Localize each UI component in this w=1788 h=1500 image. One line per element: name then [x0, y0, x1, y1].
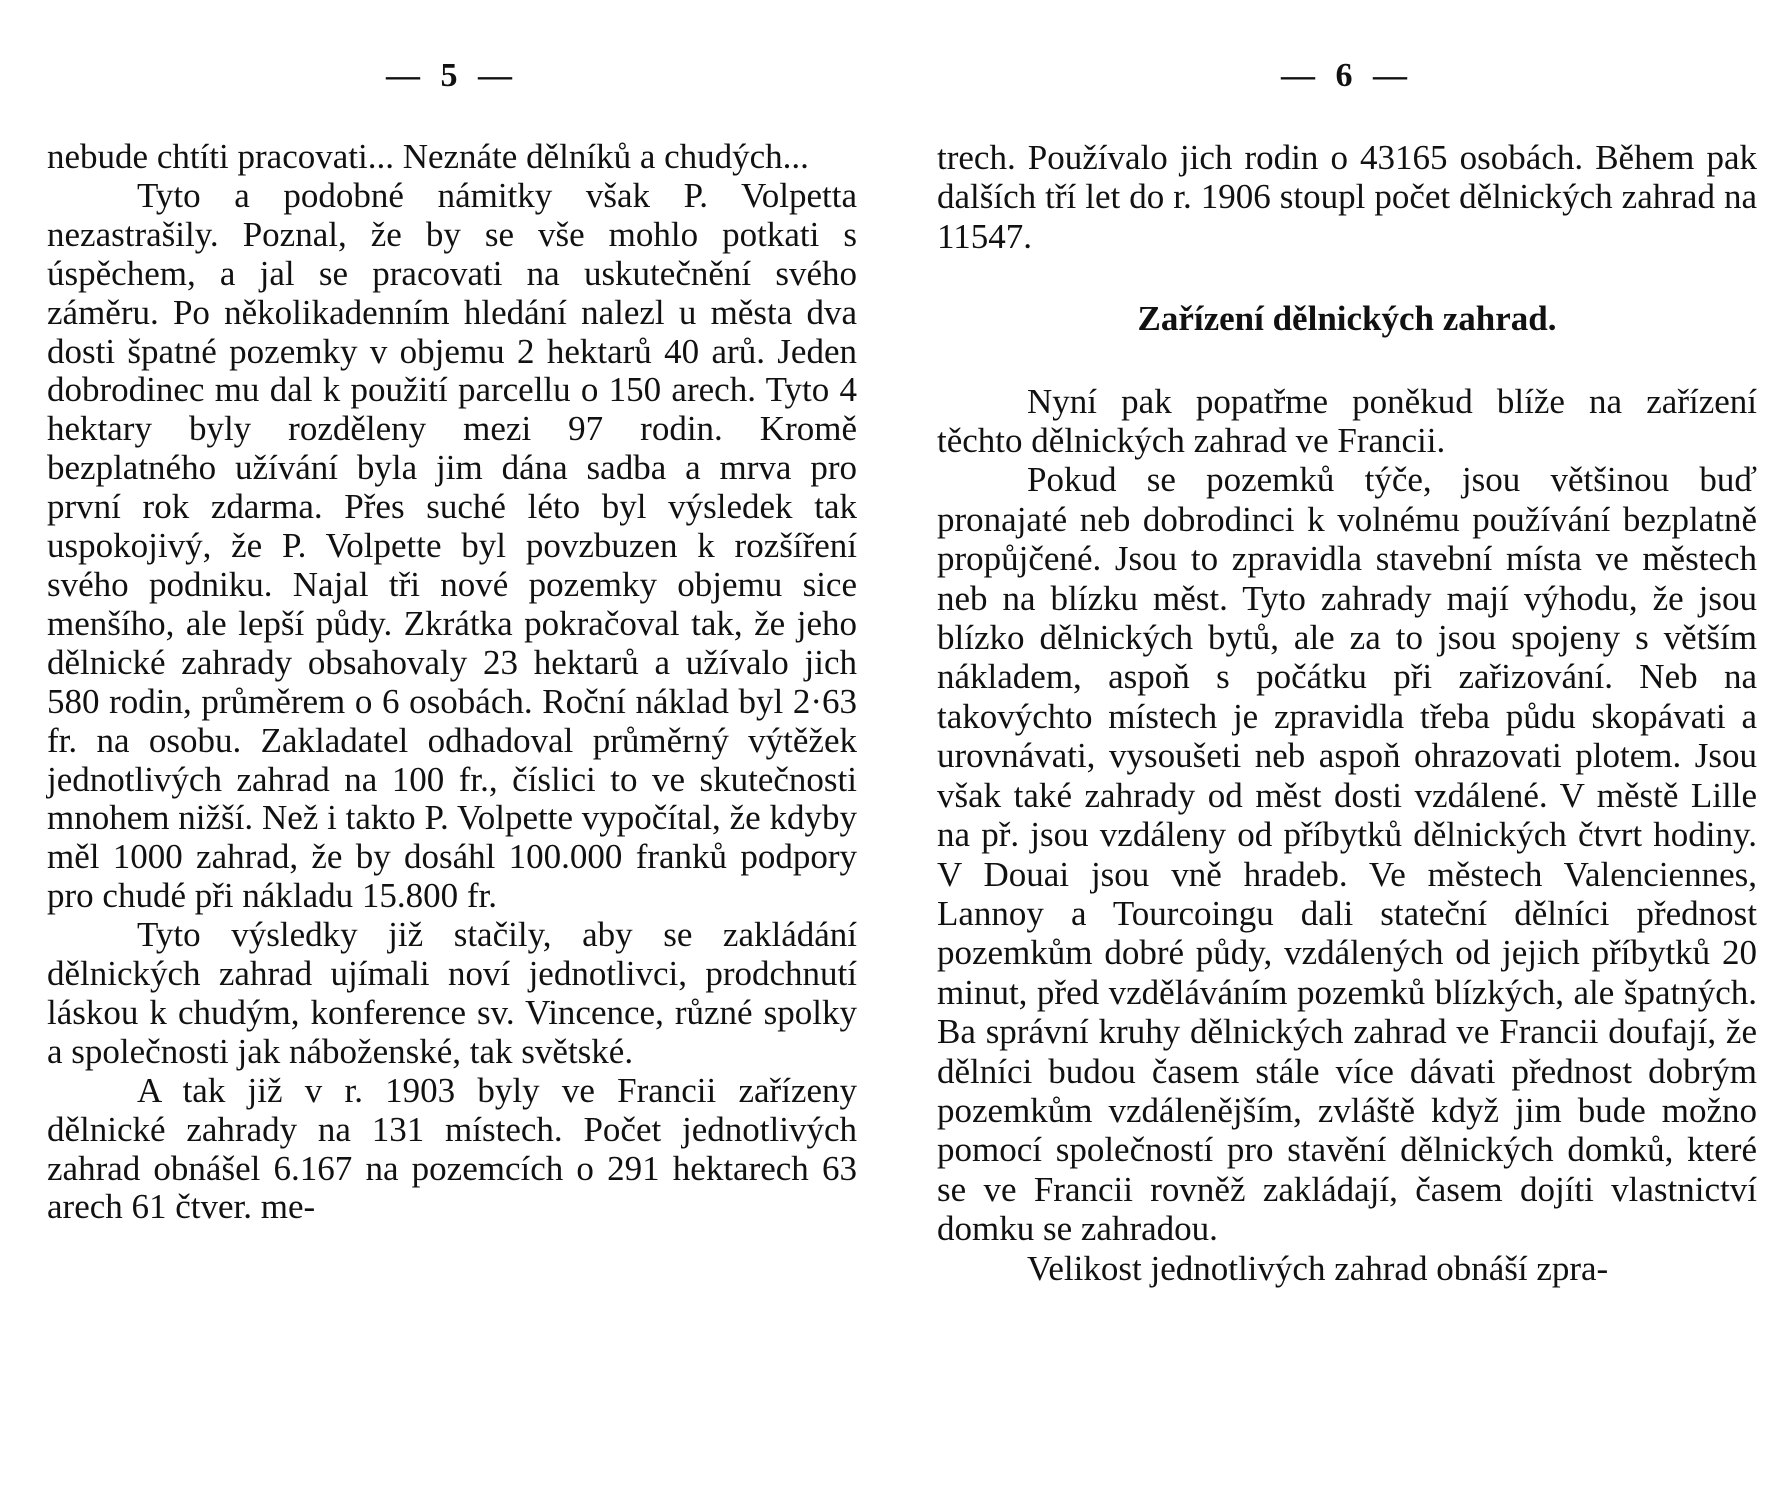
page-number: — 6 —: [1281, 57, 1413, 94]
paragraph: Tyto výsledky již stačily, aby se zakládání dělnických zahrad ujímali noví jednotlivci, prodchnutí láskou k chudým, konference sv. Vincence, různé spolky a společnosti jak náboženské, tak světské.: [47, 915, 857, 1071]
paragraph: trech. Používalo jich rodin o 43165 osobách. Během pak dalších tří let do r. 1906 stoupl počet dělnických zahrad na 11547.: [937, 138, 1757, 256]
page-body: [47, 138, 857, 1227]
paragraph: Velikost jednotlivých zahrad obnáší zpra-: [1027, 1248, 1609, 1288]
paragraph: A tak již v r. 1903 byly ve Francii zařízeny dělnické zahrady na 131 místech. Počet jednotlivých zahrad obnášel 6.167 na pozemcích o 291 hektarech 63 arech 61 čtver. me-: [47, 1070, 857, 1227]
paragraph: nebude chtíti pracovati... Neznáte dělníků a chudých...: [47, 137, 809, 176]
paragraph: Nyní pak popatřme poněkud blíže na zařízení těchto dělnických zahrad ve Francii.: [937, 381, 1757, 461]
page-body: [937, 138, 1757, 1288]
paragraph: Pokud se pozemků týče, jsou většinou buď pronajaté neb dobrodinci k volnému používání bezplatně propůjčené. Jsou to zpravidla stavební místa ve městech neb na blízku měst. Tyto zahrady mají výhodu, že jsou blízko dělnických bytů, ale za to jsou spojeny s větším nákladem, aspoň s počátku při zařizování. Neb na takovýchto místech je zpravidla třeba půdu skopávati a urovnávati, vysoušeti neb aspoň ohrazovati plotem. Jsou však také zahrady od měst dosti vzdálené. V městě Lille na př. jsou vzdáleny od příbytků dělnických čtvrt hodiny. V Douai jsou vně hradeb. Ve městech Valenciennes, Lannoy a Tourcoingu dali stateční dělníci přednost pozemkům dobré půdy, vzdálených od jejich příbytků 20 minut, před vzděláváním pozemků blízkých, ale špatných. Ba správní kruhy dělnických zahrad ve Francii doufají, že dělníci budou časem stále více dávati přednost dobrým pozemkům vzdálenějším, zvláště když jim bude možno pomocí společností pro stavění dělnických domků, které se ve Francii rovněž zakládají, časem dojíti vlastnictví domku se zahradou.: [937, 460, 1757, 1249]
page-number: — 5 —: [386, 57, 518, 94]
paragraph: Tyto a podobné námitky však P. Volpetta nezastrašily. Poznal, že by se vše mohlo potkati s úspěchem, a jal se pracovati na uskutečnění svého záměru. Po několikadenním hledání nalezl u města dva dosti špatné pozemky v objemu 2 hektarů 40 arů. Jeden dobrodinec mu dal k použití parcellu o 150 arech. Tyto 4 hektary byly rozděleny mezi 97 rodin. Kromě bezplatného užívání byla jim dána sadba a mrva pro první rok zdarma. Přes suché léto byl výsledek tak uspokojivý, že P. Volpette byl povzbuzen k rozšíření svého podniku. Najal tři nové pozemky objemu sice menšího, ale lepší půdy. Zkrátka pokračoval tak, že jeho dělnické zahrady obsahovaly 23 hektarů a užívalo jich 580 rodin, průměrem o 6 osobách. Roční náklad byl 2·63 fr. na osobu. Zakladatel odhadoval průměrný výtěžek jednotlivých zahrad na 100 fr., číslici to ve skutečnosti mnohem nižší. Než i takto P. Volpette vypočítal, že kdyby měl 1000 zahrad, že by dosáhl 100.000 franků podpory pro chudé při nákladu 15.800 fr.: [47, 175, 857, 916]
section-heading: Zařízení dělnických zahrad.: [1137, 299, 1557, 339]
